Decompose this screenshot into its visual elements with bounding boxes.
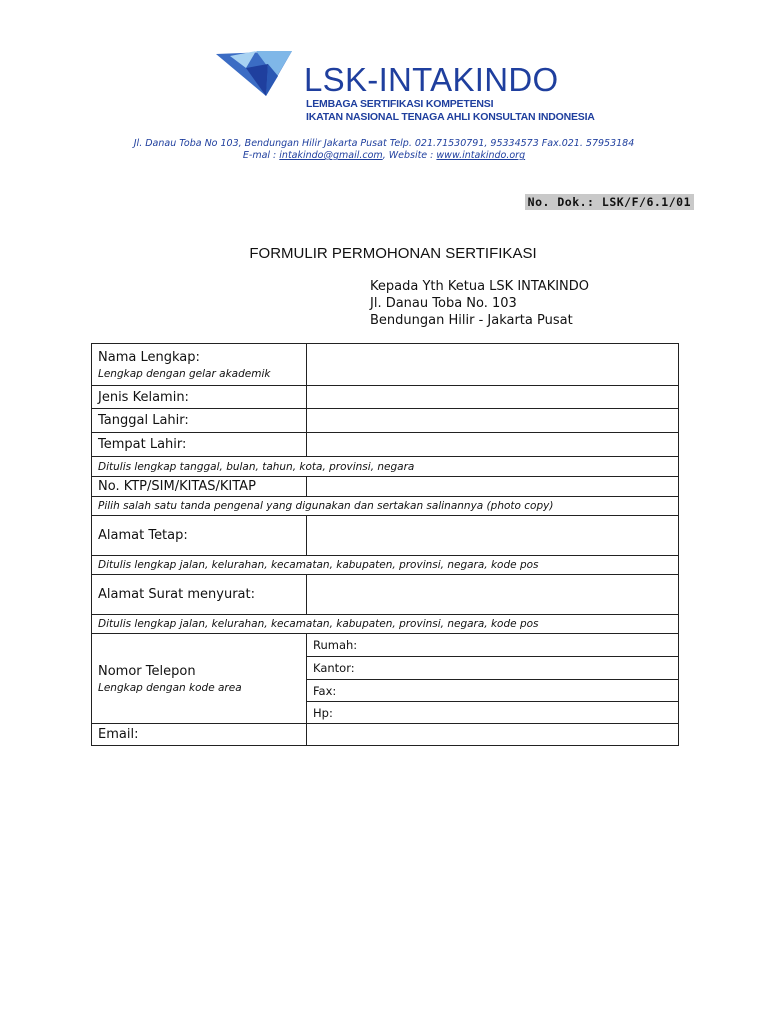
table-row — [92, 477, 679, 497]
table-row — [92, 556, 679, 575]
hp-label: Hp: — [313, 705, 333, 720]
alamat-surat-input-cell[interactable] — [307, 575, 679, 615]
kantor-label: Kantor: — [313, 661, 355, 675]
table-row — [92, 634, 679, 657]
jenis-kelamin-input-cell[interactable] — [307, 386, 679, 409]
table-row — [92, 516, 679, 556]
kantor-input-cell[interactable] — [307, 657, 679, 680]
email-input-cell[interactable] — [307, 724, 679, 746]
logo-subtitle-1: LEMBAGA SERTIFIKASI KOMPETENSI — [306, 98, 494, 110]
email-link[interactable]: intakindo@gmail.com — [279, 150, 383, 161]
addressee-line-1: Kepada Yth Ketua LSK INTAKINDO — [370, 279, 590, 294]
ktp-note: Pilih salah satu tanda pengenal yang digunakan dan sertakan salinannya (photo copy) — [92, 497, 679, 516]
table-row — [92, 497, 679, 516]
application-form-table — [91, 343, 679, 746]
table-row — [92, 724, 679, 746]
form-title: FORMULIR PERMOHONAN SERTIFIKASI — [249, 245, 537, 262]
tempat-lahir-label: Tempat Lahir: — [92, 433, 307, 457]
logo-name: LSK-INTAKINDO — [304, 61, 559, 98]
telepon-label-cell — [92, 634, 307, 724]
telepon-hint: Lengkap dengan kode area — [98, 681, 242, 694]
logo — [216, 48, 595, 132]
email-label: Email: — [92, 724, 307, 746]
lahir-note: Ditulis lengkap tanggal, bulan, tahun, kota, provinsi, negara — [92, 457, 679, 477]
fax-input-cell[interactable] — [307, 680, 679, 702]
logo-triangle-icon — [216, 48, 306, 108]
table-row — [92, 433, 679, 457]
table-row — [92, 457, 679, 477]
alamat-tetap-label: Alamat Tetap: — [92, 516, 307, 556]
tempat-lahir-input-cell[interactable] — [307, 433, 679, 457]
rumah-input-cell[interactable] — [307, 634, 679, 657]
fax-label: Fax: — [313, 683, 337, 698]
ktp-input-cell[interactable] — [307, 477, 679, 497]
alamat-surat-label: Alamat Surat menyurat: — [92, 575, 307, 615]
table-row — [92, 575, 679, 615]
addressee-line-3: Bendungan Hilir - Jakarta Pusat — [370, 313, 573, 328]
jenis-kelamin-label: Jenis Kelamin: — [92, 386, 307, 409]
nama-label: Nama Lengkap: — [98, 349, 200, 365]
ktp-label: No. KTP/SIM/KITAS/KITAP — [92, 477, 307, 497]
rumah-label: Rumah: — [313, 638, 358, 652]
logo-subtitle-2: IKATAN NASIONAL TENAGA AHLI KONSULTAN INDONESIA — [306, 111, 595, 123]
tanggal-lahir-input-cell[interactable] — [307, 409, 679, 433]
alamat-tetap-input-cell[interactable] — [307, 516, 679, 556]
website-prefix: , Website : — [382, 150, 437, 161]
address-line: Jl. Danau Toba No 103, Bendungan Hilir Jakarta Pusat Telp. 021.71530791, 95334573 Fax.021. 57953184 — [133, 138, 635, 149]
telepon-label: Nomor Telepon — [98, 663, 196, 679]
document-number: No. Dok.: LSK/F/6.1/01 — [525, 194, 694, 210]
addressee-line-2: Jl. Danau Toba No. 103 — [370, 296, 517, 311]
addressee-block — [370, 278, 589, 329]
website-link[interactable]: www.intakindo.org — [436, 150, 526, 161]
email-prefix: E-mal : — [242, 150, 280, 161]
tanggal-lahir-label: Tanggal Lahir: — [92, 409, 307, 433]
alamat-tetap-note: Ditulis lengkap jalan, kelurahan, kecamatan, kabupaten, provinsi, negara, kode pos — [92, 556, 679, 575]
table-row — [92, 409, 679, 433]
nama-hint: Lengkap dengan gelar akademik — [98, 367, 271, 380]
alamat-surat-note: Ditulis lengkap jalan, kelurahan, kecamatan, kabupaten, provinsi, negara, kode pos — [92, 615, 679, 634]
contact-line — [0, 150, 768, 161]
nama-label-cell — [92, 344, 307, 386]
nama-input-cell[interactable] — [307, 344, 679, 386]
hp-input-cell[interactable] — [307, 702, 679, 724]
table-row — [92, 344, 679, 386]
table-row — [92, 615, 679, 634]
table-row — [92, 386, 679, 409]
